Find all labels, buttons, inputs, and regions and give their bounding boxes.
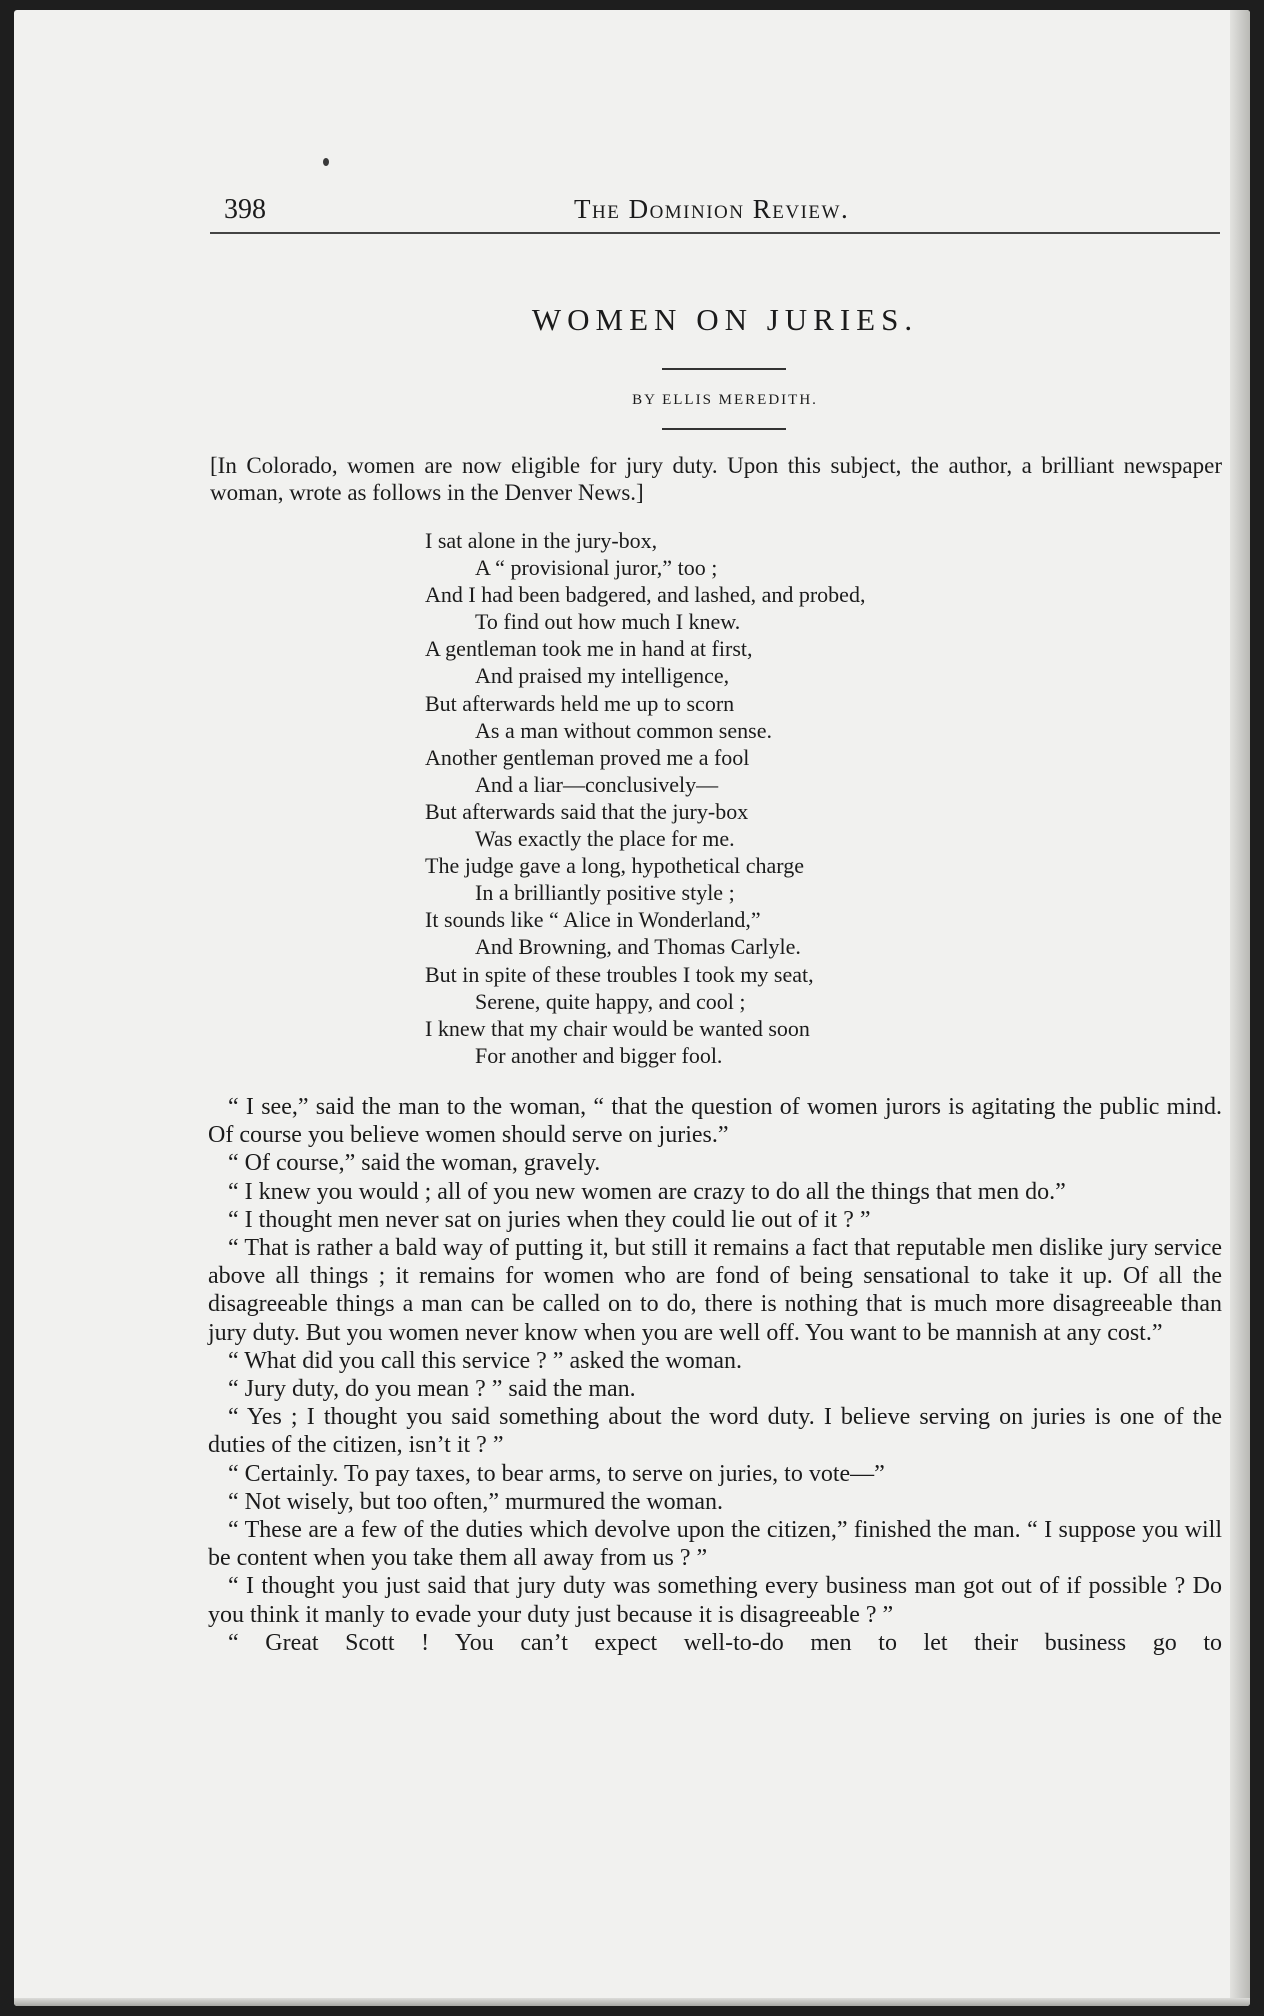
poem-line: Serene, quite happy, and cool ; <box>475 988 746 1014</box>
paragraph: “ I thought men never sat on juries when they could lie out of it ? ” <box>228 1206 871 1233</box>
poem-line: In a brilliantly positive style ; <box>475 880 735 906</box>
poem-line: But in spite of these troubles I took my seat, <box>425 961 814 987</box>
poem-line: It sounds like “ Alice in Wonderland,” <box>425 907 761 933</box>
poem-line: But afterwards held me up to scorn <box>425 690 735 716</box>
poem-line: And Browning, and Thomas Carlyle. <box>475 934 801 960</box>
paragraph: “ I thought you just said that jury duty was something every business man got out of if possible ? Do you think it manly to evade your duty just because it is disagreeable ? ” <box>208 1573 1222 1628</box>
paragraph: “ What did you call this service ? ” asked the woman. <box>228 1347 743 1374</box>
paragraph: “ Jury duty, do you mean ? ” said the man. <box>228 1376 636 1403</box>
poem-line: The judge gave a long, hypothetical charge <box>425 853 804 879</box>
article-byline: BY ELLIS MEREDITH. <box>632 392 818 408</box>
page-bottom-edge <box>14 1998 1250 2006</box>
ink-speck <box>323 158 329 166</box>
paragraph: “ That is rather a bald way of putting it, but still it remains a fact that reputable men dislike jury service above all things ; it remains for women who are fond of being sensational to take it up. Of all the disagreeable things a man can be called on to do, there is nothing that is much more disagreeable than jury duty. But you women never know when you are well off. You want to be mannish at any cost.” <box>208 1235 1222 1346</box>
poem-line: A “ provisional juror,” too ; <box>475 555 718 581</box>
paragraph: “ Not wisely, but too often,” murmured the woman. <box>228 1488 723 1515</box>
poem <box>425 527 1145 1069</box>
poem-line: For another and bigger fool. <box>475 1042 723 1068</box>
header-rule <box>210 232 1220 234</box>
paragraph: “ Yes ; I thought you said something about the word duty. I believe serving on juries is one of the duties of the citizen, isn’t it ? ” <box>208 1404 1222 1459</box>
poem-line: To find out how much I knew. <box>475 609 741 635</box>
page-edge-shadow <box>1230 10 1250 2006</box>
running-head: The Dominion Review. <box>574 194 850 224</box>
paragraph: “ These are a few of the duties which devolve upon the citizen,” finished the man. “ I suppose you will be content when you take them all away from us ? ” <box>208 1517 1222 1572</box>
poem-line: And praised my intelligence, <box>475 663 730 689</box>
editorial-note: [In Colorado, women are now eligible for jury duty. Upon this subject, the author, a brilliant newspaper woman, wrote as follows in the Denver News.] <box>210 453 1222 505</box>
poem-line: Was exactly the place for me. <box>475 826 735 852</box>
poem-line: But afterwards said that the jury-box <box>425 798 749 824</box>
poem-line: And I had been badgered, and lashed, and probed, <box>425 582 866 608</box>
poem-line: As a man without common sense. <box>475 717 772 743</box>
poem-line: I knew that my chair would be wanted soon <box>425 1015 810 1041</box>
poem-line: I sat alone in the jury-box, <box>425 528 658 553</box>
page-number: 398 <box>224 194 266 225</box>
paragraph: “ Great Scott ! You can’t expect well-to-do men to let their business go to <box>228 1629 1222 1656</box>
article-title: WOMEN ON JURIES. <box>531 302 919 337</box>
paragraph: “ Of course,” said the woman, gravely. <box>228 1150 601 1177</box>
paragraph: “ Certainly. To pay taxes, to bear arms, to serve on juries, to vote—” <box>228 1460 885 1487</box>
article-body <box>208 1093 1222 1657</box>
paragraph: “ I see,” said the man to the woman, “ that the question of women jurors is agitating the public mind. Of course you believe women should serve on juries.” <box>208 1094 1222 1149</box>
poem-line: A gentleman took me in hand at first, <box>425 636 753 662</box>
title-rule <box>662 368 786 370</box>
poem-line: And a liar—conclusively— <box>475 771 719 797</box>
poem-line: Another gentleman proved me a fool <box>425 744 750 770</box>
byline-rule <box>662 428 786 430</box>
paragraph: “ I knew you would ; all of you new women are crazy to do all the things that men do.” <box>228 1178 1066 1205</box>
